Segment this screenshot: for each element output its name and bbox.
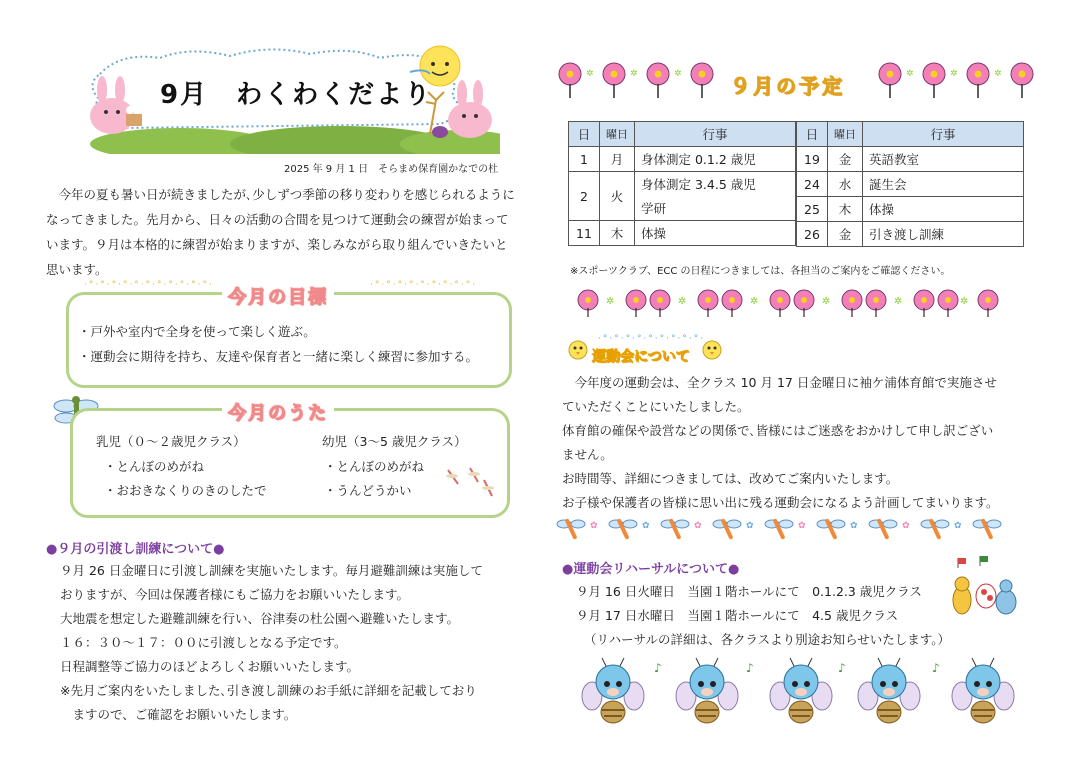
dots-decoration-sports: ·°·°·°·°·°·°·°·°·°· bbox=[598, 334, 706, 344]
svg-text:✲: ✲ bbox=[994, 69, 1002, 79]
svg-text:✲: ✲ bbox=[950, 69, 958, 79]
table-row bbox=[797, 147, 1024, 172]
col-event-header: 行事 bbox=[863, 122, 1024, 147]
weekday-cell: 木 bbox=[828, 197, 863, 222]
sports-line: ていただくことにいたしました。 bbox=[562, 399, 750, 414]
dragonfly-divider-icon bbox=[556, 514, 1012, 544]
monthly-goal-heading: 今月の目標 bbox=[222, 283, 334, 309]
svg-text:✿: ✿ bbox=[746, 521, 754, 531]
svg-text:♪: ♪ bbox=[932, 661, 940, 675]
schedule-heading: ９月の予定 bbox=[730, 74, 845, 98]
flower-row-left bbox=[556, 62, 716, 104]
issue-dateline: 2025 年 9 月 1 日 そらまめ保育園かなでの杜 bbox=[284, 164, 499, 175]
svg-text:♪: ♪ bbox=[838, 661, 846, 675]
event-cell: 引き渡し訓練 bbox=[863, 222, 1024, 247]
svg-text:✿: ✿ bbox=[902, 521, 910, 531]
cosmos-flower-icon bbox=[556, 62, 716, 100]
schedule-table-left bbox=[568, 121, 796, 246]
handover-training-heading: ●９月の引渡し訓練について● bbox=[46, 542, 225, 557]
dots-decoration-left: ·°·°·°·°·°·°·°·°·°·°·°· bbox=[84, 280, 214, 290]
intro-paragraph: 今年の夏も暑い日が続きましたが､少しずつ季節の移り変わりを感じられるようになってきました。先月から、日々の活動の合間を見つけて運動会の練習が始まっています。９月は本格的に練習が始まりますが、楽しみながら取り組んでいきたいと思います。 bbox=[46, 187, 515, 277]
handover-line: ９月 26 日金曜日に引渡し訓練を実施いたします。毎月避難訓練は実施して bbox=[60, 563, 483, 578]
weekday-cell: 金 bbox=[828, 222, 863, 247]
event-cell: 身体測定 0.1.2 歳児 bbox=[635, 147, 796, 172]
event-cell: 体操 bbox=[863, 197, 1024, 222]
svg-text:✲: ✲ bbox=[674, 69, 682, 79]
schedule-note: ※スポーツクラブ、ECC の日程につきましては、各担当のご案内をご確認ください。 bbox=[570, 266, 951, 277]
dots-decoration-right: ·°·°·°·°·°·°·°·°·°· bbox=[370, 280, 478, 290]
monthly-song-heading: 今月のうた bbox=[222, 399, 334, 425]
day-cell: 11 bbox=[569, 221, 600, 246]
handover-line: １６：３０～１７：００に引渡しとなる予定です。 bbox=[60, 635, 347, 650]
svg-text:✲: ✲ bbox=[822, 296, 831, 307]
handover-line: ますので、ご確認をお願いいたします。 bbox=[60, 707, 297, 722]
toddler-song-item: ・とんぼのめがね bbox=[324, 459, 425, 474]
handover-line: 大地震を想定した避難訓練を行い、谷津奏の杜公園へ避難いたします。 bbox=[60, 611, 460, 626]
svg-text:✲: ✲ bbox=[630, 69, 638, 79]
day-cell: 25 bbox=[797, 197, 828, 222]
schedule-table-right bbox=[796, 121, 1024, 247]
infant-song-item: ・おおきなくりのきのしたで bbox=[104, 483, 267, 498]
weekday-cell: 木 bbox=[600, 221, 635, 246]
weekday-cell: 月 bbox=[600, 147, 635, 172]
goal-item: ・運動会に期待を持ち、友達や保育者と一緒に楽しく練習に参加する。 bbox=[78, 349, 479, 364]
flower-row-right bbox=[876, 62, 1036, 104]
svg-text:✿: ✿ bbox=[642, 521, 650, 531]
table-row bbox=[569, 172, 796, 197]
weekday-cell: 水 bbox=[828, 172, 863, 197]
chick-icon bbox=[564, 336, 594, 360]
svg-text:✿: ✿ bbox=[694, 521, 702, 531]
handover-line: おりますが、今回は保護者様にもご協力をお願いいたします。 bbox=[60, 587, 410, 602]
sports-line: 体育館の確保や設営などの関係で､皆様にはご迷惑をおかけして申し訳ござい bbox=[562, 423, 994, 438]
rehearsal-heading: ●運動会リハーサルについて● bbox=[562, 562, 740, 577]
sports-day-mascot-icon bbox=[950, 556, 1020, 618]
event-cell: 英語教室 bbox=[863, 147, 1024, 172]
svg-text:✲: ✲ bbox=[894, 296, 903, 307]
sports-day-heading: 運動会について bbox=[592, 349, 690, 365]
event-cell: 学研 bbox=[635, 196, 796, 221]
table-row bbox=[569, 147, 796, 172]
col-day-header: 日 bbox=[797, 122, 828, 147]
day-cell: 1 bbox=[569, 147, 600, 172]
newsletter-title: 9月 わくわくだより bbox=[160, 80, 433, 110]
goal-item: ・戸外や室内で全身を使って楽しく遊ぶ。 bbox=[78, 324, 316, 339]
svg-text:✲: ✲ bbox=[750, 296, 759, 307]
rehearsal-line: ９月 17 日水曜日 当園１階ホールにて 4.5 歳児クラス bbox=[576, 608, 899, 623]
table-row bbox=[797, 172, 1024, 197]
svg-text:♪: ♪ bbox=[654, 661, 662, 675]
col-weekday-header: 曜日 bbox=[828, 122, 863, 147]
svg-text:✲: ✲ bbox=[960, 296, 969, 307]
col-event-header: 行事 bbox=[635, 122, 796, 147]
table-row bbox=[569, 221, 796, 246]
sports-line: お時間等、詳細につきましては、改めてご案内いたします。 bbox=[562, 471, 899, 486]
bee-characters-icon bbox=[580, 656, 1020, 726]
svg-text:✲: ✲ bbox=[906, 69, 914, 79]
svg-text:✲: ✲ bbox=[606, 296, 615, 307]
sports-line: 今年度の運動会は、全クラス 10 月 17 日金曜日に袖ケ浦体育館で実施させ bbox=[562, 375, 997, 390]
day-cell: 2 bbox=[569, 172, 600, 221]
handover-line: ※先月ご案内をいたしました､引き渡し訓練のお手紙に詳細を記載しており bbox=[60, 683, 477, 698]
svg-text:✲: ✲ bbox=[586, 69, 594, 79]
toddler-class-label: 幼児（3～5 歳児クラス） bbox=[322, 434, 467, 449]
rehearsal-line: （リハーサルの詳細は、各クラスより別途お知らせいたします。） bbox=[584, 632, 951, 647]
svg-text:✿: ✿ bbox=[954, 521, 962, 531]
event-cell: 身体測定 3.4.5 歳児 bbox=[635, 172, 796, 197]
svg-text:✿: ✿ bbox=[590, 521, 598, 531]
rehearsal-line: ９月 16 日火曜日 当園１階ホールにて 0.1.2.3 歳児クラス bbox=[576, 584, 922, 599]
day-cell: 19 bbox=[797, 147, 828, 172]
col-day-header: 日 bbox=[569, 122, 600, 147]
handover-line: 日程調整等ご協力のほどよろしくお願いいたします。 bbox=[60, 659, 360, 674]
table-row bbox=[797, 222, 1024, 247]
sports-line: ません。 bbox=[562, 447, 613, 462]
infant-song-item: ・とんぼのめがね bbox=[104, 459, 205, 474]
sports-line: お子様や保護者の皆様に思い出に残る運動会になるよう計画してまいります。 bbox=[562, 495, 999, 510]
col-weekday-header: 曜日 bbox=[600, 122, 635, 147]
event-cell: 誕生会 bbox=[863, 172, 1024, 197]
svg-text:✿: ✿ bbox=[798, 521, 806, 531]
table-row bbox=[797, 197, 1024, 222]
cosmos-flower-icon bbox=[876, 62, 1036, 100]
svg-text:✿: ✿ bbox=[850, 521, 858, 531]
weekday-cell: 火 bbox=[600, 172, 635, 221]
chick-icon bbox=[698, 336, 728, 360]
svg-text:♪: ♪ bbox=[746, 661, 754, 675]
svg-text:✲: ✲ bbox=[678, 296, 687, 307]
toddler-song-item: ・うんどうかい bbox=[324, 483, 412, 498]
weekday-cell: 金 bbox=[828, 147, 863, 172]
small-dragonflies-icon bbox=[440, 466, 500, 502]
day-cell: 26 bbox=[797, 222, 828, 247]
infant-class-label: 乳児（０～２歳児クラス） bbox=[96, 434, 246, 449]
flower-divider-icon bbox=[576, 288, 1016, 318]
event-cell: 体操 bbox=[635, 221, 796, 246]
day-cell: 24 bbox=[797, 172, 828, 197]
